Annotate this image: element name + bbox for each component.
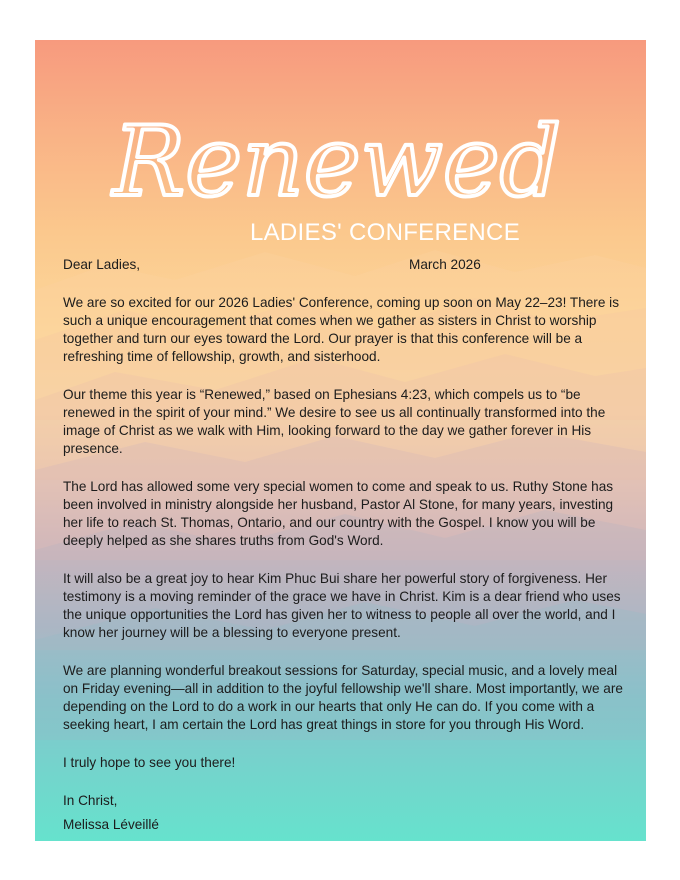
salutation: Dear Ladies,: [63, 257, 141, 272]
paragraph-speaker-ruthy: The Lord has allowed some very special women to come and speak to us. Ruthy Stone has been involved in ministry alongside her husband, Pastor Al Stone, for many years, investing her life to reach St. Thomas, Ontario, and our country with the Gospel. I know you will be deeply helped as she shares truths from God's Word.: [63, 479, 614, 548]
paragraph-hope: I truly hope to see you there!: [63, 755, 236, 770]
signature: Melissa Léveillé: [63, 817, 159, 832]
letter-header: [63, 256, 623, 274]
logo-script-text: Renewed: [112, 106, 562, 218]
conference-logo: [35, 80, 646, 250]
letter-body: [63, 256, 623, 834]
letter-date: March 2026: [409, 257, 481, 272]
paragraph-plans: We are planning wonderful breakout sessions for Saturday, special music, and a lovely meal on Friday evening—all in addition to the joyful fellowship we'll share. Most importantly, we are depending on the Lord to do a work in our hearts that only He can do. If you come with a seeking heart, I am certain the Lord has great things in store for you through His Word.: [63, 663, 623, 732]
letter-page: [35, 40, 646, 841]
paragraph-speaker-kim: It will also be a great joy to hear Kim Phuc Bui share her powerful story of forgiveness. Her testimony is a moving reminder of the grace we have in Christ. Kim is a dear friend who uses the unique opportunities the Lord has given her to witness to people all over the world, and I know her journey will be a blessing to everyone present.: [63, 571, 621, 640]
paragraph-theme: Our theme this year is “Renewed,” based on Ephesians 4:23, which compels us to “be renewed in the spirit of your mind.” We desire to see us all continually transformed into the image of Christ as we walk with Him, looking forward to the day we gather forever in His presence.: [63, 387, 606, 456]
closing: In Christ,: [63, 793, 118, 808]
logo-subtitle: LADIES' CONFERENCE: [249, 219, 521, 246]
paragraph-intro: We are so excited for our 2026 Ladies' Conference, coming up soon on May 22–23! There is such a unique encouragement that comes when we gather as sisters in Christ to worship together and turn our eyes toward the Lord. Our prayer is that this conference will be a refreshing time of fellowship, growth, and sisterhood.: [63, 295, 619, 364]
